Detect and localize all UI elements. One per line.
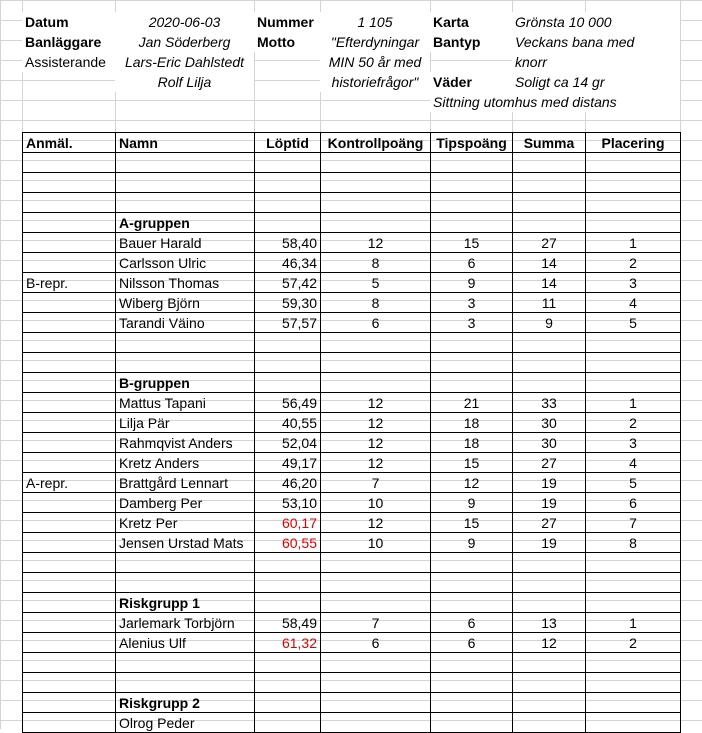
placering-cell[interactable] (586, 713, 681, 733)
empty-cell[interactable] (255, 373, 321, 393)
anmal-cell[interactable] (23, 713, 116, 733)
namn-cell[interactable]: Olrog Peder (116, 713, 255, 733)
loptid-cell[interactable]: 58,40 (255, 233, 321, 253)
empty-cell[interactable] (586, 353, 681, 373)
loptid-cell[interactable]: 49,17 (255, 453, 321, 473)
empty-cell[interactable] (23, 693, 116, 713)
placering-cell[interactable]: 5 (586, 473, 681, 493)
group-heading-row (23, 593, 681, 613)
empty-cell[interactable] (431, 153, 513, 173)
table-row (23, 253, 681, 273)
empty-cell[interactable] (321, 373, 431, 393)
kontrollpoang-cell[interactable]: 7 (321, 613, 431, 633)
group-heading-row (23, 693, 681, 713)
tipspoang-cell[interactable] (431, 713, 513, 733)
table-header-row (23, 133, 681, 153)
empty-cell[interactable] (586, 693, 681, 713)
tipspoang-cell[interactable]: 15 (431, 453, 513, 473)
loptid-cell[interactable]: 52,04 (255, 433, 321, 453)
loptid-cell[interactable]: 40,55 (255, 413, 321, 433)
anmal-cell[interactable]: A-repr. (23, 473, 116, 493)
anmal-cell[interactable] (23, 633, 116, 653)
motto-line2[interactable]: MIN 50 år med (320, 52, 430, 72)
kontrollpoang-cell[interactable]: 6 (321, 313, 431, 333)
tipspoang-cell[interactable]: 15 (431, 513, 513, 533)
table-row (23, 633, 681, 653)
empty-cell[interactable] (431, 353, 513, 373)
blank-row (23, 553, 681, 573)
empty-cell[interactable] (23, 653, 116, 673)
tipspoang-cell[interactable]: 21 (431, 393, 513, 413)
table-row (23, 273, 681, 293)
empty-cell[interactable] (513, 333, 586, 353)
group-heading-row (23, 213, 681, 233)
col-header-kontrollpoang[interactable]: Kontrollpoäng (321, 133, 431, 153)
empty-cell[interactable] (431, 693, 513, 713)
empty-cell[interactable] (116, 333, 255, 353)
anmal-cell[interactable] (23, 413, 116, 433)
bantyp-line2[interactable]: knorr (512, 52, 680, 72)
table-row (23, 433, 681, 453)
tipspoang-cell[interactable]: 6 (431, 613, 513, 633)
loptid-cell[interactable]: 60,55 (255, 533, 321, 553)
motto-line1[interactable]: "Efterdyningar (320, 32, 430, 52)
bantyp-line1[interactable]: Veckans bana med (512, 32, 680, 52)
empty-cell[interactable] (513, 593, 586, 613)
empty-cell[interactable] (513, 373, 586, 393)
kontrollpoang-cell[interactable]: 12 (321, 413, 431, 433)
table-row (23, 453, 681, 473)
empty-cell[interactable] (586, 213, 681, 233)
table-row (23, 493, 681, 513)
tipspoang-cell[interactable]: 3 (431, 293, 513, 313)
empty-cell[interactable] (586, 573, 681, 593)
empty-cell[interactable] (513, 693, 586, 713)
empty-cell[interactable] (255, 693, 321, 713)
placering-cell[interactable]: 3 (586, 273, 681, 293)
col-header-loptid[interactable]: Löptid (255, 133, 321, 153)
blank-row (23, 673, 681, 693)
empty-cell[interactable] (23, 333, 116, 353)
loptid-cell[interactable]: 57,57 (255, 313, 321, 333)
loptid-cell[interactable]: 59,30 (255, 293, 321, 313)
namn-cell[interactable]: Brattgård Lennart (116, 473, 255, 493)
empty-cell[interactable] (255, 153, 321, 173)
anmal-cell[interactable]: B-repr. (23, 273, 116, 293)
empty-cell[interactable] (513, 553, 586, 573)
placering-cell[interactable]: 3 (586, 433, 681, 453)
summa-cell[interactable]: 11 (513, 293, 586, 313)
table-row (23, 533, 681, 553)
anmal-cell[interactable] (23, 233, 116, 253)
group-name[interactable]: A-gruppen (116, 213, 255, 233)
tipspoang-cell[interactable]: 12 (431, 473, 513, 493)
kontrollpoang-cell[interactable]: 8 (321, 293, 431, 313)
loptid-cell[interactable]: 56,49 (255, 393, 321, 413)
empty-cell[interactable] (586, 593, 681, 613)
empty-cell[interactable] (321, 153, 431, 173)
blank-row (23, 653, 681, 673)
empty-cell[interactable] (586, 193, 681, 213)
empty-cell[interactable] (321, 693, 431, 713)
empty-cell[interactable] (321, 353, 431, 373)
placering-cell[interactable]: 4 (586, 453, 681, 473)
empty-cell[interactable] (23, 553, 116, 573)
loptid-cell[interactable]: 61,32 (255, 633, 321, 653)
namn-cell[interactable]: Kretz Anders (116, 453, 255, 473)
karta-value[interactable]: Grönsta 10 000 (512, 12, 680, 32)
banlaggare-value[interactable]: Jan Söderberg (115, 32, 254, 52)
empty-cell[interactable] (255, 333, 321, 353)
nummer-value[interactable]: 1 105 (320, 12, 430, 32)
namn-cell[interactable]: Jarlemark Torbjörn (116, 613, 255, 633)
placering-cell[interactable]: 1 (586, 233, 681, 253)
kontrollpoang-cell[interactable]: 6 (321, 633, 431, 653)
placering-cell[interactable]: 2 (586, 413, 681, 433)
blank-row (23, 573, 681, 593)
empty-cell[interactable] (255, 193, 321, 213)
motto-line3[interactable]: historiefrågor" (320, 72, 430, 92)
placering-cell[interactable]: 7 (586, 513, 681, 533)
kontrollpoang-cell[interactable]: 7 (321, 473, 431, 493)
table-row (23, 613, 681, 633)
empty-cell[interactable] (116, 173, 255, 193)
empty-cell[interactable] (513, 173, 586, 193)
placering-cell[interactable]: 8 (586, 533, 681, 553)
summa-cell[interactable] (513, 713, 586, 733)
kontrollpoang-cell[interactable] (321, 713, 431, 733)
table-row (23, 713, 681, 733)
group-heading-row (23, 373, 681, 393)
empty-cell[interactable] (513, 153, 586, 173)
summa-cell[interactable]: 19 (513, 473, 586, 493)
empty-cell[interactable] (321, 173, 431, 193)
empty-cell[interactable] (513, 573, 586, 593)
datum-label: Datum (22, 12, 115, 32)
empty-cell[interactable] (23, 353, 116, 373)
kontrollpoang-cell[interactable]: 8 (321, 253, 431, 273)
empty-cell[interactable] (586, 653, 681, 673)
summa-cell[interactable]: 19 (513, 493, 586, 513)
tipspoang-cell[interactable]: 9 (431, 533, 513, 553)
kontrollpoang-cell[interactable]: 12 (321, 453, 431, 473)
empty-cell[interactable] (431, 553, 513, 573)
table-row (23, 473, 681, 493)
namn-cell[interactable]: Damberg Per (116, 493, 255, 513)
namn-cell[interactable]: Kretz Per (116, 513, 255, 533)
tipspoang-cell[interactable]: 18 (431, 433, 513, 453)
bantyp-label: Bantyp (430, 32, 512, 52)
summa-cell[interactable]: 14 (513, 273, 586, 293)
tipspoang-cell[interactable]: 9 (431, 493, 513, 513)
placering-cell[interactable]: 2 (586, 253, 681, 273)
summa-cell[interactable]: 13 (513, 613, 586, 633)
empty-cell[interactable] (116, 193, 255, 213)
blank-row (23, 193, 681, 213)
namn-cell[interactable]: Nilsson Thomas (116, 273, 255, 293)
namn-cell[interactable]: Lilja Pär (116, 413, 255, 433)
table-row (23, 513, 681, 533)
placering-cell[interactable]: 6 (586, 493, 681, 513)
empty-cell[interactable] (586, 553, 681, 573)
loptid-cell[interactable]: 53,10 (255, 493, 321, 513)
namn-cell[interactable]: Rahmqvist Anders (116, 433, 255, 453)
kontrollpoang-cell[interactable]: 12 (321, 393, 431, 413)
summa-cell[interactable]: 9 (513, 313, 586, 333)
empty-cell[interactable] (321, 193, 431, 213)
empty-cell[interactable] (255, 213, 321, 233)
col-header-namn[interactable]: Namn (116, 133, 255, 153)
empty-cell[interactable] (116, 353, 255, 373)
namn-cell[interactable]: Tarandi Väino (116, 313, 255, 333)
anmal-cell[interactable] (23, 513, 116, 533)
placering-cell[interactable]: 1 (586, 613, 681, 633)
motto-label: Motto (254, 32, 320, 52)
empty-cell[interactable] (431, 213, 513, 233)
tipspoang-cell[interactable]: 6 (431, 253, 513, 273)
empty-cell[interactable] (431, 333, 513, 353)
empty-cell[interactable] (586, 333, 681, 353)
vader-line1[interactable]: Soligt ca 14 gr (512, 72, 680, 92)
empty-cell[interactable] (431, 373, 513, 393)
assisterande-label: Assisterande (22, 52, 115, 72)
blank-row (23, 173, 681, 193)
vader-label: Väder (430, 72, 512, 92)
group-name[interactable]: Riskgrupp 1 (116, 593, 255, 613)
results-table (22, 132, 681, 733)
empty-cell[interactable] (431, 193, 513, 213)
loptid-cell[interactable] (255, 713, 321, 733)
namn-cell[interactable]: Wiberg Björn (116, 293, 255, 313)
empty-cell[interactable] (431, 173, 513, 193)
anmal-cell[interactable] (23, 533, 116, 553)
empty-cell[interactable] (255, 653, 321, 673)
summa-cell[interactable]: 14 (513, 253, 586, 273)
empty-cell[interactable] (255, 353, 321, 373)
empty-cell[interactable] (23, 193, 116, 213)
loptid-cell[interactable]: 58,49 (255, 613, 321, 633)
loptid-cell[interactable]: 46,34 (255, 253, 321, 273)
empty-cell[interactable] (116, 153, 255, 173)
table-row (23, 393, 681, 413)
group-name[interactable]: Riskgrupp 2 (116, 693, 255, 713)
namn-cell[interactable]: Alenius Ulf (116, 633, 255, 653)
empty-cell[interactable] (23, 593, 116, 613)
vader-line2[interactable]: Sittning utomhus med distans (430, 92, 680, 112)
col-header-tipspoang[interactable]: Tipspoäng (431, 133, 513, 153)
empty-cell[interactable] (116, 553, 255, 573)
tipspoang-cell[interactable]: 9 (431, 273, 513, 293)
table-row (23, 313, 681, 333)
blank-row (23, 333, 681, 353)
datum-value[interactable]: 2020-06-03 (115, 12, 254, 32)
empty-cell[interactable] (513, 193, 586, 213)
col-header-placering[interactable]: Placering (586, 133, 681, 153)
empty-cell[interactable] (255, 573, 321, 593)
empty-cell[interactable] (431, 573, 513, 593)
anmal-cell[interactable] (23, 313, 116, 333)
namn-cell[interactable]: Carlsson Ulric (116, 253, 255, 273)
loptid-cell[interactable]: 60,17 (255, 513, 321, 533)
col-header-summa[interactable]: Summa (513, 133, 586, 153)
placering-cell[interactable]: 2 (586, 633, 681, 653)
kontrollpoang-cell[interactable]: 12 (321, 233, 431, 253)
empty-cell[interactable] (586, 153, 681, 173)
kontrollpoang-cell[interactable]: 12 (321, 433, 431, 453)
col-header-anmal[interactable]: Anmäl. (23, 133, 116, 153)
tipspoang-cell[interactable]: 18 (431, 413, 513, 433)
empty-cell[interactable] (321, 573, 431, 593)
blank-row (23, 353, 681, 373)
empty-cell[interactable] (321, 333, 431, 353)
empty-cell[interactable] (321, 553, 431, 573)
empty-cell[interactable] (321, 593, 431, 613)
empty-cell[interactable] (23, 213, 116, 233)
kontrollpoang-cell[interactable]: 5 (321, 273, 431, 293)
anmal-cell[interactable] (23, 293, 116, 313)
empty-cell[interactable] (116, 653, 255, 673)
empty-cell[interactable] (586, 673, 681, 693)
namn-cell[interactable]: Jensen Urstad Mats (116, 533, 255, 553)
anmal-cell[interactable] (23, 253, 116, 273)
summa-cell[interactable]: 30 (513, 413, 586, 433)
kontrollpoang-cell[interactable]: 12 (321, 513, 431, 533)
empty-cell[interactable] (321, 653, 431, 673)
summa-cell[interactable]: 27 (513, 453, 586, 473)
placering-cell[interactable]: 1 (586, 393, 681, 413)
table-row (23, 233, 681, 253)
loptid-cell[interactable]: 57,42 (255, 273, 321, 293)
group-name[interactable]: B-gruppen (116, 373, 255, 393)
empty-cell[interactable] (513, 353, 586, 373)
empty-cell[interactable] (513, 653, 586, 673)
assisterande-value2[interactable]: Rolf Lilja (115, 72, 254, 92)
karta-label: Karta (430, 12, 512, 32)
anmal-cell[interactable] (23, 613, 116, 633)
summa-cell[interactable]: 30 (513, 433, 586, 453)
table-row (23, 413, 681, 433)
summa-cell[interactable]: 33 (513, 393, 586, 413)
summa-cell[interactable]: 27 (513, 513, 586, 533)
kontrollpoang-cell[interactable]: 10 (321, 493, 431, 513)
kontrollpoang-cell[interactable]: 10 (321, 533, 431, 553)
tipspoang-cell[interactable]: 15 (431, 233, 513, 253)
anmal-cell[interactable] (23, 453, 116, 473)
empty-cell[interactable] (23, 173, 116, 193)
empty-cell[interactable] (321, 213, 431, 233)
placering-cell[interactable]: 5 (586, 313, 681, 333)
empty-cell[interactable] (513, 673, 586, 693)
summa-cell[interactable]: 12 (513, 633, 586, 653)
empty-cell[interactable] (255, 593, 321, 613)
banlaggare-label: Banläggare (22, 32, 115, 52)
summa-cell[interactable]: 27 (513, 233, 586, 253)
empty-cell[interactable] (255, 173, 321, 193)
empty-cell[interactable] (23, 673, 116, 693)
empty-cell[interactable] (431, 593, 513, 613)
namn-cell[interactable]: Mattus Tapani (116, 393, 255, 413)
placering-cell[interactable]: 4 (586, 293, 681, 313)
blank-row (23, 153, 681, 173)
anmal-cell[interactable] (23, 393, 116, 413)
empty-cell[interactable] (431, 673, 513, 693)
empty-cell[interactable] (255, 553, 321, 573)
tipspoang-cell[interactable]: 3 (431, 313, 513, 333)
empty-cell[interactable] (23, 153, 116, 173)
empty-cell[interactable] (23, 373, 116, 393)
assisterande-value1[interactable]: Lars-Eric Dahlstedt (115, 52, 254, 72)
empty-cell[interactable] (116, 673, 255, 693)
nummer-label: Nummer (254, 12, 320, 32)
empty-cell[interactable] (431, 653, 513, 673)
anmal-cell[interactable] (23, 433, 116, 453)
namn-cell[interactable]: Bauer Harald (116, 233, 255, 253)
anmal-cell[interactable] (23, 493, 116, 513)
empty-cell[interactable] (321, 673, 431, 693)
summa-cell[interactable]: 19 (513, 533, 586, 553)
empty-cell[interactable] (23, 573, 116, 593)
empty-cell[interactable] (513, 213, 586, 233)
empty-cell[interactable] (586, 173, 681, 193)
empty-cell[interactable] (116, 573, 255, 593)
empty-cell[interactable] (255, 673, 321, 693)
loptid-cell[interactable]: 46,20 (255, 473, 321, 493)
table-row (23, 293, 681, 313)
empty-cell[interactable] (586, 373, 681, 393)
tipspoang-cell[interactable]: 6 (431, 633, 513, 653)
